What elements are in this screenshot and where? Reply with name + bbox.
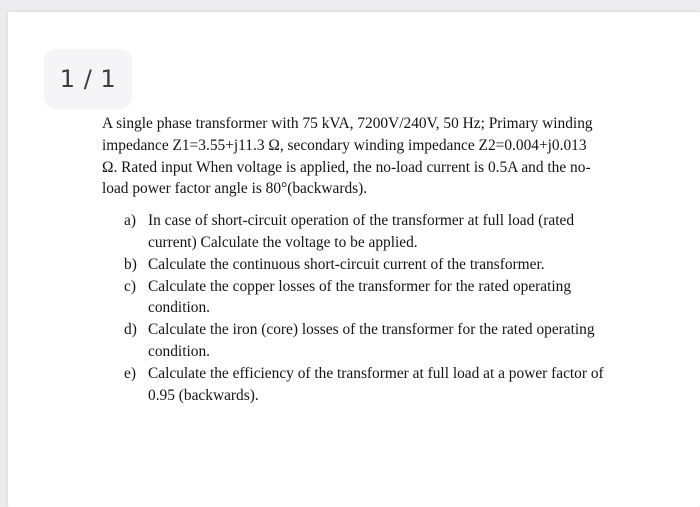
question-item-e	[102, 363, 688, 407]
statement-line: A single phase transformer with 75 kVA, 7200V/240V, 50 Hz; Primary winding	[102, 115, 593, 132]
question-item-c	[102, 276, 688, 320]
question-line: Calculate the iron (core) losses of the transformer for the rated operating	[148, 321, 595, 339]
question-line: condition.	[148, 299, 210, 317]
question-letter: c)	[124, 277, 136, 295]
problem-text	[102, 113, 688, 406]
question-line: Calculate the copper losses of the transformer for the rated operating	[148, 277, 572, 295]
question-list	[102, 210, 688, 406]
question-letter: e)	[124, 364, 136, 382]
question-letter: b)	[124, 255, 137, 273]
document-page	[8, 12, 700, 507]
question-line: Calculate the continuous short-circuit current of the transformer.	[148, 255, 545, 273]
statement-line: impedance Z1=3.55+j11.3 Ω, secondary winding impedance Z2=0.004+j0.013	[102, 136, 587, 154]
problem-statement	[102, 113, 688, 200]
question-line: 0.95 (backwards).	[148, 386, 259, 404]
statement-line: load power factor angle is 80°(backwards).	[102, 180, 368, 198]
question-letter: d)	[124, 321, 137, 339]
statement-line: Ω. Rated input When voltage is applied, the no-load current is 0.5A and the no-	[102, 158, 591, 176]
question-item-b	[102, 254, 688, 276]
question-letter: a)	[124, 212, 136, 230]
page-counter-badge: 1 / 1	[44, 49, 132, 109]
question-line: current) Calculate the voltage to be applied.	[148, 233, 418, 251]
question-line: condition.	[148, 342, 210, 360]
question-item-a	[102, 210, 688, 254]
question-item-d	[102, 319, 688, 363]
question-line: Calculate the efficiency of the transformer at full load at a power factor of	[148, 364, 604, 382]
question-line: In case of short-circuit operation of the transformer at full load (rated	[148, 212, 575, 230]
